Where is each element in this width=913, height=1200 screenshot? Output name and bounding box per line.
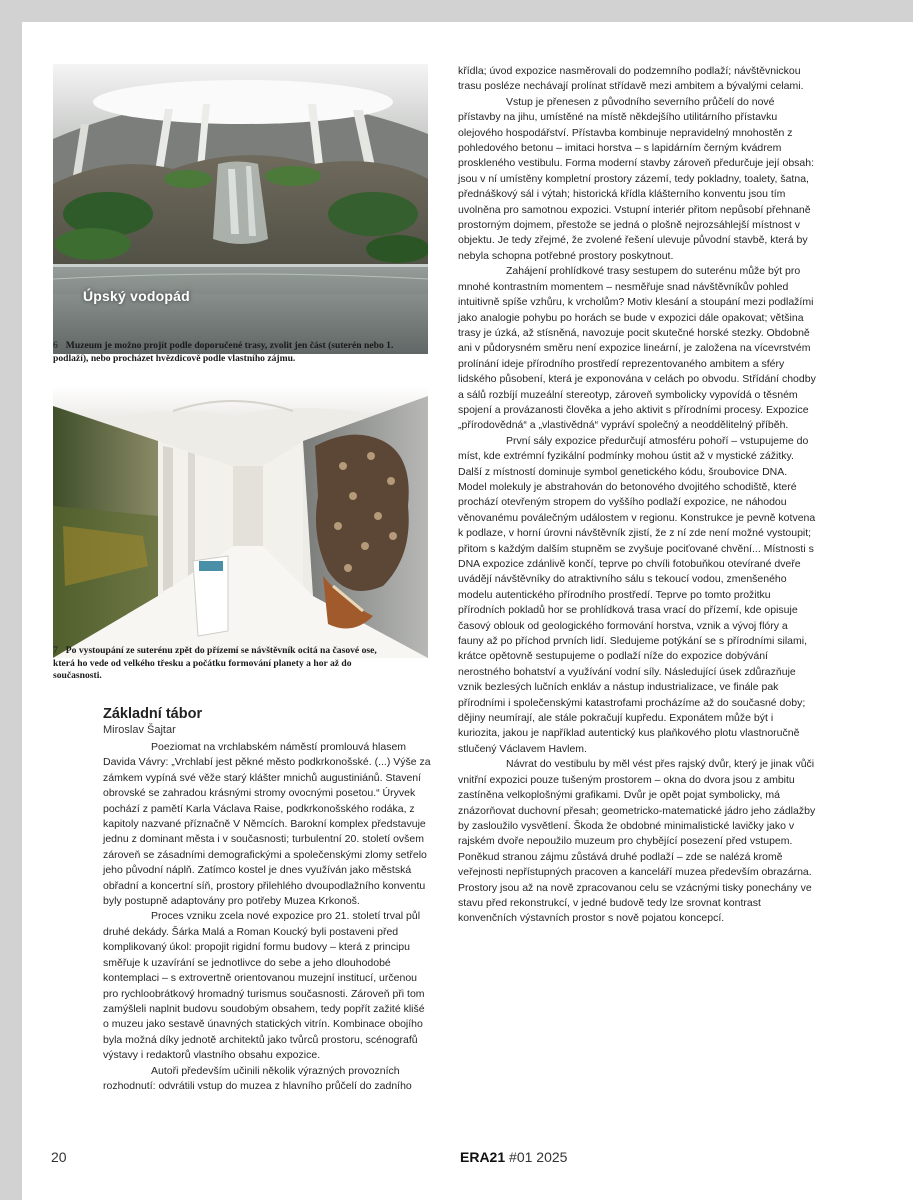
magazine-footer	[460, 1149, 567, 1165]
paragraph: Proces vzniku zcela nové expozice pro 21. století trval půl druhé dekády. Šárka Malá a Roman Koucký byli postaveni před komplikovaný úkol: propojit rigidní formu budovy – která z principu směřuje k uzavírání se jednotlivce do sebe a jeho dlouhodobé kontemplaci – s extrovertně orientovanou muzejní institucí, určenou pro rychloobrátkový hromadný turismus současnosti. Zároveň při tom zamýšleli naplnit budovu soudobým obsahem, tedy popřít zažité klišé o muzeu jako sestavě únavných statických vitrín. Kombinace obojího byla možná díky jednotě architektů jako tvůrců prostoru, scénografů výstavy i redaktorů vlastního obsahu expozice.	[103, 910, 425, 1062]
paragraph: Vstup je přenesen z původního severního průčelí do nové přístavby na jihu, umístěné na místě někdejšího utilitárního přístavku olejového hospodářství. Přístavba kombinuje nepravidelný mnohostěn z pohledového betonu – imitaci horstva – s lapidárním černým kvádrem proskleného vestibulu. Forma moderní stavby zároveň předurčuje její obsah: jsou v ní umístěny kompletní prostory zázemí, tedy pokladny, toalety, šatna, přednáškový sál i výtah; historická křídla klášterního konventu jsou tím uvolněna pro samotnou expozici. Vstupní interiér přitom nepůsobí přehnaně prostorným dojmem, přestože se jedná o plošně nejrozsáhlejší místnost v objektu. Je tedy zřejmé, že zvolené řešení ulevuje původní stavbě, která by nebyla schopna potřebné prostory poskytnout.	[458, 95, 815, 262]
magazine-name: ERA21	[460, 1149, 506, 1165]
figure-6-waterfall-photo	[53, 64, 428, 354]
right-text-column	[458, 64, 816, 927]
paragraph: První sály expozice předurčují atmosféru pohoří – vstupujeme do míst, kde extrémní fyzikální podmínky mohou ústit až v mystické zážitky. Další z místností dominuje symbol genetického kódu, šroubovice DNA. Model molekuly je abstrahován do betonového dvojitého schodiště, které prochází otevřeným stropem do vyššího podlaží expozice, ne náhodou věnovanému poválečným událostem v regionu. Konstrukce je pevně kotvena k podlaze, v horní úrovni návštěvník zjistí, že z ní zde není možné vystoupit; přitom s každým dalším stupněm se zvyšuje pociťované chvění... Místnosti s DNA expozice zdánlivě končí, teprve po chvíli fotobuňkou otevírané dveře uvádějí návštěvníky do atraktivního sálu s tekoucí vodou, zmenšeného modelu autentického přírodního prostředí. Teprve po tomto prožitku přírodních pokladů hor se prohlídková trasa vrací do přízemí, kde opisuje časový oblouk od geologického formování horstva, vznik a vývoj flóry a fauny až po příchod prvních lidí. Sledujeme potýkání se s přírodními silami, krátce opětovně sestupujeme o podlaží níže do expozice dobývání nerostného bohatství a využívání vodní síly. Následující úsek zdůrazňuje vznik bezlesých lučních enkláv a nástup industrializace, ve finále pak přírodními i společenskými katastrofami procházíme až do současné doby; dějiny neumírají, ale stále pokračují kupředu. Exponátem může být i kuriozita, jakou je například autentický kus plaňkového plotu vlastnoručně stlučený Václavem Havlem.	[458, 434, 816, 755]
magazine-page	[22, 22, 913, 1200]
article-author: Miroslav Šajtar	[103, 724, 176, 736]
page-number: 20	[51, 1149, 67, 1165]
paragraph: Zahájení prohlídkové trasy sestupem do suterénu může být pro mnohé kontrastním momentem – nesměřuje snad návštěvníkův pohled intuitivně spíše vzhůru, k vrcholům? Motiv klesání a stoupání mezi podlažími jako analogie pohybu po horách se bude v expozici dále opakovat; většina trasy je úzká, až stísněná, navozuje pocit skutečné horské stezky. Obdobně ani v půdorysném směru není expozice lineární, je založena na vícevrstvém prolínání ideje přírodního prostředí reprezentovaného ambitem a sféry lidského působení, která je exponována v celách po obvodu. Střídání chodby a sálů rozbíjí muzeální stereotyp, zároveň symbolicky vypovídá o těsném spojení a provázanosti člověka a jeho aktivit s přírodními procesy. Expozice „přírodovědná“ a „vlastivědná“ vypráví společný a neoddělitelný příběh.	[458, 265, 816, 432]
paragraph: Poeziomat na vrchlabském náměstí promlouvá hlasem Davida Vávry: „Vrchlabí jest pěkné město podkrkonošské. (...) Výše za zámkem vypíná své věže starý klášter mnichů augustiniánů. Stavení obrovské se zahradou krásnými stromy ovocnými posetou.“ Úryvek pochází z pamětí Karla Václava Raise, podkrkonošského rodáka, z kapitoly nazvané příznačně V Němcích. Barokní komplex představuje jednu z dominant města i v současnosti; turbulentní 20. století ovšem zároveň se zásadními demografickými a společenskými zlomy setřelo jeho původní náplň. Zatímco kostel je dnes využíván jako městská obřadní a koncertní síň, prostory přilehlého dvoupodlažního konventu byly postupně adaptovány pro potřeby Muzea Krkonoš.	[103, 741, 431, 908]
issue-number: #01 2025	[509, 1149, 568, 1165]
figure-7-caption-text: Po vystoupání ze suterénu zpět do přízemí se návštěvník ocitá na časové ose, která ho vede od velkého třesku a počátku formování planety a hor až do současnosti.	[53, 645, 377, 682]
figure-6-caption	[53, 340, 398, 365]
corridor-illustration	[53, 386, 428, 658]
left-text-column	[103, 740, 433, 1094]
paragraph: Autoři především učinili několik výrazných provozních rozhodnutí: odvrátili vstup do muzea z hlavního průčelí do zadního	[103, 1064, 412, 1092]
figure-7-number: 7	[53, 645, 58, 656]
paragraph: Návrat do vestibulu by měl vést přes rajský dvůr, který je jinak vůči vnitřní expozici pouze tušeným prostorem – okna do dvora jsou z ambitu zastíněna velkoplošnými grafikami. Dvůr je opět pojat symbolicky, má znázorňovat duchovní přesah; geometricko-matematické jádro jeho zádlažby by zasloužilo vysvětlení. Škoda že obdobné minimalistické lavičky jako v rajském dvoře nepoužilo muzeum pro chybějící posezení před vstupem. Poněkud stranou zájmu zůstává druhé podlaží – zde se nalézá kromě veřejnosti nepřístupných pracoven a kanceláří muzea především obrazárna. Prostory jsou až na nově zpracovanou celu se vzácnými tisky ponechány ve stavu před rekonstrukcí, v jedné budově tedy lze srovnat kontrast konvenčních výstavních prostor s nově pojatou koncepcí.	[458, 758, 816, 925]
waterfall-illustration	[53, 64, 428, 354]
figure-6-number: 6	[53, 340, 58, 351]
figure-6-caption-text: Muzeum je možno projít podle doporučené trasy, zvolit jen část (suterén nebo 1. podlaží), nebo procházet hvězdicově podle vlastního zájmu.	[53, 340, 394, 364]
figure-7-corridor-photo	[53, 386, 428, 658]
article-title: Základní tábor	[103, 706, 203, 722]
waterfall-label: Úpský vodopád	[83, 288, 190, 304]
figure-7-caption	[53, 645, 393, 683]
paragraph: křídla; úvod expozice nasměrovali do podzemního podlaží; návštěvnickou trasu posléze nechávají prolínat střídavě mezi ambitem a bývalými celami.	[458, 65, 804, 93]
